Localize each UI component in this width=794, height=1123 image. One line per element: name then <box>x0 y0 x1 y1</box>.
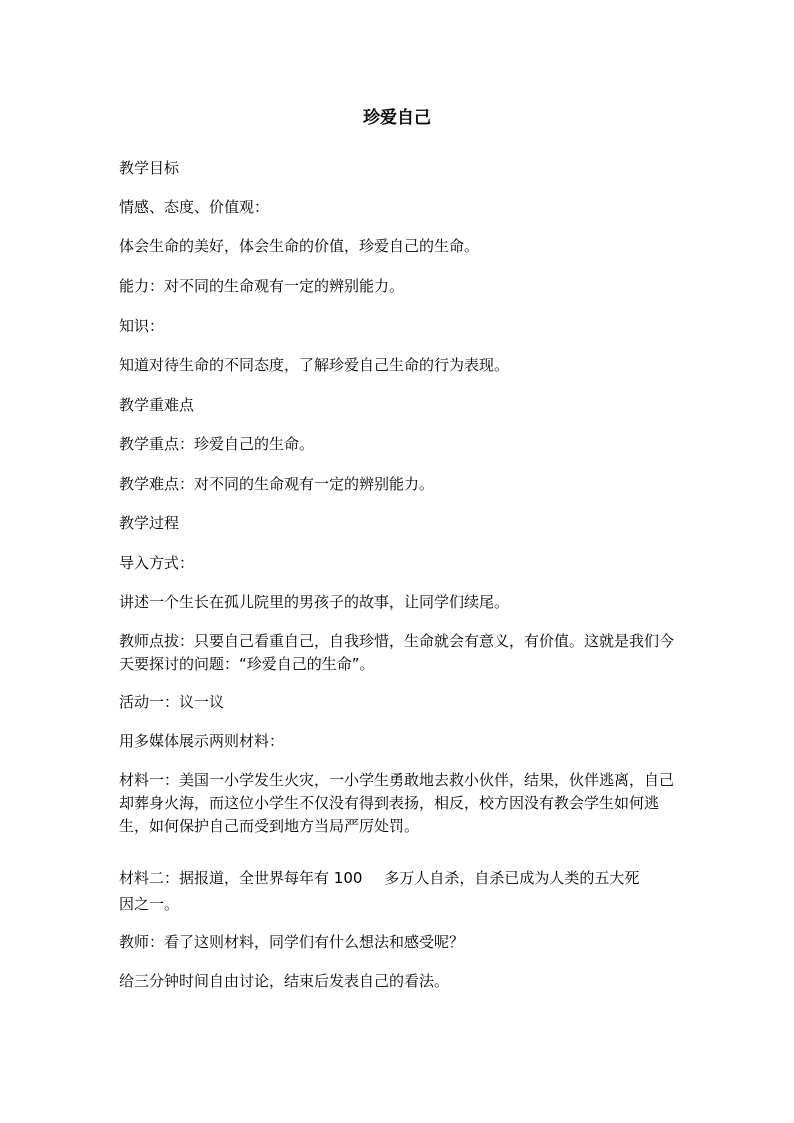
material-two-part2: 多万人自杀，自杀已成为人类的五大死 <box>384 869 640 887</box>
paragraph-multimedia: 用多媒体展示两则材料： <box>119 732 285 750</box>
section-heading-key-points: 教学重难点 <box>119 396 195 414</box>
paragraph-intro-story: 讲述一个生长在孤儿院里的男孩子的故事，让同学们续尾。 <box>119 593 510 611</box>
section-heading-process: 教学过程 <box>119 514 180 532</box>
paragraph-activity-one: 活动一：议一议 <box>119 693 225 711</box>
paragraph-material-two-line1 <box>119 868 679 888</box>
paragraph-material-two-line2: 因之一。 <box>119 895 180 913</box>
paragraph-material-one: 材料一：美国一小学发生火灾，一小学生勇敢地去救小伙伴，结果，伙伴逃离，自己却葬身火海，而这位小学生不仅没有得到表扬，相反，校方因没有教会学生如何逃生，如何保护自己而受到地方当局严厉处罚。 <box>119 771 675 835</box>
paragraph-discussion: 给三分钟时间自由讨论，结束后发表自己的看法。 <box>119 972 450 990</box>
paragraph-difficulty: 教学难点：对不同的生命观有一定的辨别能力。 <box>119 475 435 493</box>
paragraph-knowledge: 知识： <box>119 317 165 335</box>
paragraph-key-point: 教学重点：珍爱自己的生命。 <box>119 435 315 453</box>
paragraph-teacher-remark: 教师点拔：只要自己看重自己，自我珍惜，生命就会有意义，有价值。这就是我们今天要探讨的问题：“珍爱自己的生命”。 <box>119 632 675 673</box>
paragraph-ability: 能力：对不同的生命观有一定的辨别能力。 <box>119 277 405 295</box>
section-heading-objectives: 教学目标 <box>119 159 180 177</box>
paragraph-knowledge-detail: 知道对待生命的不同态度，了解珍爱自己生命的行为表现。 <box>119 356 510 374</box>
paragraph-intro-method: 导入方式： <box>119 554 195 572</box>
paragraph-teacher-question: 教师：看了这则材料，同学们有什么想法和感受呢？ <box>119 933 465 951</box>
paragraph-emotion: 情感、态度、价值观： <box>119 198 270 216</box>
paragraph-emotion-detail: 体会生命的美好，体会生命的价值，珍爱自己的生命。 <box>119 237 480 255</box>
document-title: 珍爱自己 <box>363 108 431 128</box>
material-two-part1: 材料二：据报道，全世界每年有 100 <box>119 869 363 887</box>
